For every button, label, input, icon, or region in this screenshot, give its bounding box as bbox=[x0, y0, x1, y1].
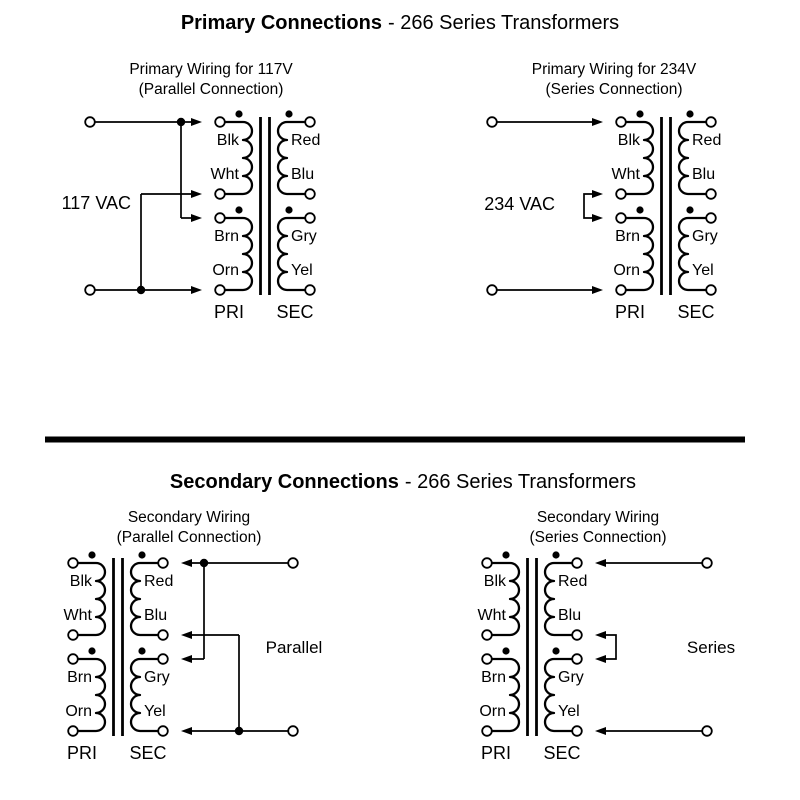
lead-terminal bbox=[305, 213, 315, 223]
lead-label: Gry bbox=[558, 669, 584, 686]
arrowhead bbox=[595, 655, 606, 663]
lead-terminal bbox=[572, 630, 582, 640]
phase-dot bbox=[88, 647, 95, 654]
lead-label: Red bbox=[144, 573, 174, 590]
output-terminal bbox=[702, 726, 712, 736]
arrowhead bbox=[595, 631, 606, 639]
lead-label: Wht bbox=[477, 607, 506, 624]
lead-terminal bbox=[68, 630, 78, 640]
diagram-subtitle-line2: (Series Connection) bbox=[529, 529, 667, 546]
transformer-symbol bbox=[64, 551, 174, 763]
lead-terminal bbox=[706, 285, 716, 295]
lead-label: Orn bbox=[479, 703, 506, 720]
lead-label: Gry bbox=[144, 669, 170, 686]
phase-dot bbox=[235, 206, 242, 213]
diagram-subtitle-line2: (Series Connection) bbox=[545, 81, 683, 98]
lead-terminal bbox=[482, 726, 492, 736]
lead-label: Red bbox=[291, 132, 321, 149]
primary-section-heading bbox=[181, 12, 619, 34]
arrowhead bbox=[592, 214, 603, 222]
lead-label: Yel bbox=[558, 703, 580, 720]
transformer-symbol bbox=[612, 110, 722, 322]
sec-label: SEC bbox=[543, 743, 581, 763]
source-terminal bbox=[85, 117, 95, 127]
diagram-secondary-parallel bbox=[64, 509, 323, 763]
diagram-subtitle-line1: Primary Wiring for 117V bbox=[129, 61, 293, 78]
section-divider bbox=[45, 437, 745, 443]
transformer-symbol bbox=[478, 551, 588, 763]
secondary-section-heading bbox=[170, 471, 636, 493]
phase-dot bbox=[686, 110, 693, 117]
phase-dot bbox=[285, 110, 292, 117]
arrowhead bbox=[592, 190, 603, 198]
phase-dot bbox=[235, 110, 242, 117]
junction-dot bbox=[137, 286, 145, 294]
lead-terminal bbox=[158, 654, 168, 664]
lead-label: Red bbox=[692, 132, 722, 149]
lead-terminal bbox=[305, 189, 315, 199]
lead-terminal bbox=[482, 630, 492, 640]
lead-label: Wht bbox=[210, 166, 239, 183]
lead-label: Blk bbox=[617, 132, 640, 149]
lead-terminal bbox=[68, 558, 78, 568]
lead-label: Yel bbox=[291, 262, 313, 279]
lead-terminal bbox=[616, 285, 626, 295]
lead-terminal bbox=[158, 726, 168, 736]
transformer-symbol bbox=[211, 110, 321, 322]
lead-label: Blu bbox=[558, 607, 582, 624]
lead-label: Blk bbox=[216, 132, 239, 149]
diagram-secondary-series bbox=[478, 509, 736, 763]
phase-dot bbox=[138, 551, 145, 558]
pri-label: PRI bbox=[480, 743, 512, 763]
lead-terminal bbox=[572, 654, 582, 664]
lead-label: Wht bbox=[611, 166, 640, 183]
phase-dot bbox=[88, 551, 95, 558]
phase-dot bbox=[502, 551, 509, 558]
lead-terminal bbox=[305, 117, 315, 127]
arrowhead bbox=[191, 118, 202, 126]
lead-terminal bbox=[215, 117, 225, 127]
junction-dot bbox=[235, 727, 243, 735]
lead-label: Brn bbox=[481, 669, 506, 686]
arrowhead bbox=[191, 190, 202, 198]
phase-dot bbox=[686, 206, 693, 213]
pri-label: PRI bbox=[213, 302, 245, 322]
diagram-subtitle-line1: Primary Wiring for 234V bbox=[531, 61, 697, 78]
lead-terminal bbox=[572, 726, 582, 736]
lead-terminal bbox=[706, 189, 716, 199]
output-terminal bbox=[702, 558, 712, 568]
lead-label: Wht bbox=[63, 607, 92, 624]
lead-label: Yel bbox=[144, 703, 166, 720]
lead-label: Red bbox=[558, 573, 588, 590]
lead-terminal bbox=[215, 285, 225, 295]
arrowhead bbox=[181, 727, 192, 735]
lead-terminal bbox=[158, 630, 168, 640]
diagram-subtitle-line1: Secondary Wiring bbox=[536, 509, 660, 526]
lead-terminal bbox=[215, 213, 225, 223]
diagram-subtitle-line2: (Parallel Connection) bbox=[138, 81, 284, 98]
pri-label: PRI bbox=[66, 743, 98, 763]
output-wiring bbox=[181, 558, 322, 736]
output-terminal bbox=[288, 558, 298, 568]
secondary-section bbox=[64, 471, 736, 763]
junction-dot bbox=[200, 559, 208, 567]
lead-label: Brn bbox=[67, 669, 92, 686]
lead-terminal bbox=[482, 558, 492, 568]
source-terminal bbox=[85, 285, 95, 295]
arrowhead bbox=[595, 727, 606, 735]
lead-label: Gry bbox=[291, 228, 317, 245]
pri-label: PRI bbox=[614, 302, 646, 322]
source-wiring bbox=[484, 117, 603, 295]
lead-terminal bbox=[616, 213, 626, 223]
arrowhead bbox=[191, 286, 202, 294]
lead-terminal bbox=[215, 189, 225, 199]
lead-label: Blk bbox=[483, 573, 506, 590]
output-wiring bbox=[595, 558, 735, 736]
source-terminal bbox=[487, 117, 497, 127]
arrowhead bbox=[595, 559, 606, 567]
diagram-subtitle-line1: Secondary Wiring bbox=[127, 509, 251, 526]
phase-dot bbox=[636, 206, 643, 213]
connection-mode-label: Series bbox=[686, 638, 736, 657]
output-terminal bbox=[288, 726, 298, 736]
series-jumper bbox=[606, 635, 616, 659]
sec-label: SEC bbox=[276, 302, 314, 322]
lead-terminal bbox=[616, 189, 626, 199]
arrowhead bbox=[181, 655, 192, 663]
lead-label: Yel bbox=[692, 262, 714, 279]
source-voltage-label: 234 VAC bbox=[484, 194, 555, 214]
arrowhead bbox=[191, 214, 202, 222]
arrowhead bbox=[181, 559, 192, 567]
lead-terminal bbox=[616, 117, 626, 127]
lead-terminal bbox=[68, 726, 78, 736]
source-voltage-label: 117 VAC bbox=[61, 193, 131, 213]
lead-label: Brn bbox=[214, 228, 239, 245]
heading-rest: - 266 Series Transformers bbox=[387, 12, 620, 34]
source-terminal bbox=[487, 285, 497, 295]
diagram-subtitle-line2: (Parallel Connection) bbox=[116, 529, 262, 546]
arrowhead bbox=[181, 631, 192, 639]
lead-terminal bbox=[706, 213, 716, 223]
heading-rest: - 266 Series Transformers bbox=[404, 471, 637, 493]
lead-terminal bbox=[706, 117, 716, 127]
phase-dot bbox=[138, 647, 145, 654]
sec-label: SEC bbox=[677, 302, 715, 322]
phase-dot bbox=[552, 551, 559, 558]
phase-dot bbox=[636, 110, 643, 117]
heading-bold: Secondary Connections bbox=[169, 471, 399, 493]
lead-terminal bbox=[68, 654, 78, 664]
phase-dot bbox=[552, 647, 559, 654]
connection-mode-label: Parallel bbox=[265, 638, 323, 657]
lead-label: Blk bbox=[69, 573, 92, 590]
lead-terminal bbox=[158, 558, 168, 568]
phase-dot bbox=[285, 206, 292, 213]
source-wiring bbox=[62, 117, 202, 295]
lead-label: Blu bbox=[144, 607, 168, 624]
arrowhead bbox=[592, 286, 603, 294]
primary-section bbox=[62, 12, 722, 322]
series-jumper bbox=[584, 194, 593, 218]
lead-label: Orn bbox=[65, 703, 92, 720]
heading-bold: Primary Connections bbox=[180, 12, 382, 34]
lead-terminal bbox=[572, 558, 582, 568]
junction-dot bbox=[177, 118, 185, 126]
diagram-primary-series bbox=[484, 61, 721, 322]
lead-label: Gry bbox=[692, 228, 718, 245]
lead-terminal bbox=[482, 654, 492, 664]
diagram-primary-parallel bbox=[62, 61, 321, 322]
lead-label: Brn bbox=[615, 228, 640, 245]
sec-label: SEC bbox=[129, 743, 167, 763]
lead-label: Orn bbox=[613, 262, 640, 279]
lead-label: Orn bbox=[212, 262, 239, 279]
lead-label: Blu bbox=[692, 166, 716, 183]
arrowhead bbox=[592, 118, 603, 126]
lead-label: Blu bbox=[291, 166, 315, 183]
lead-terminal bbox=[305, 285, 315, 295]
phase-dot bbox=[502, 647, 509, 654]
